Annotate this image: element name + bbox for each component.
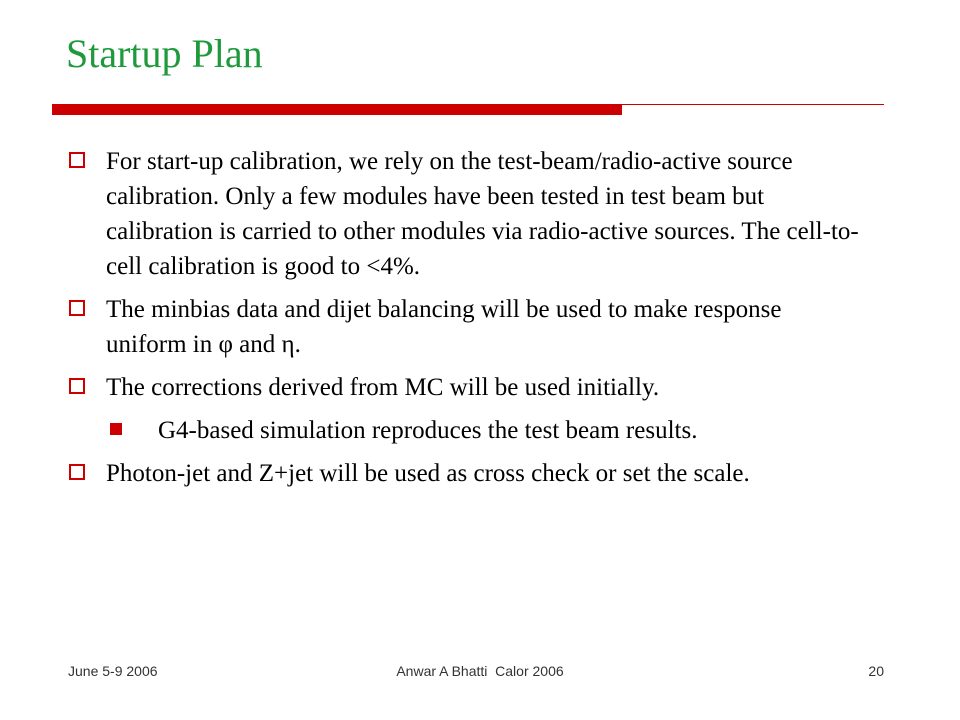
sub-bullet-item — [110, 413, 868, 448]
hollow-square-bullet-icon — [69, 152, 85, 168]
bullet-item — [68, 456, 868, 491]
slide-title: Startup Plan — [66, 31, 263, 76]
footer-author: Anwar A Bhatti Calor 2006 — [396, 663, 564, 679]
bullet-text: The corrections derived from MC will be used initially. — [106, 374, 660, 401]
footer-date: June 5-9 2006 — [68, 663, 158, 679]
hollow-square-bullet-icon — [69, 300, 85, 316]
sub-bullet-text: G4-based simulation reproduces the test beam results. — [158, 417, 698, 444]
bullet-item — [68, 370, 868, 405]
bullet-text: Photon-jet and Z+jet will be used as cross check or set the scale. — [106, 460, 750, 487]
bullet-item — [68, 292, 868, 362]
hollow-square-bullet-icon — [69, 378, 85, 394]
filled-square-bullet-icon — [110, 423, 122, 435]
footer-page-number: 20 — [868, 663, 884, 679]
bullet-text: For start-up calibration, we rely on the test-beam/radio-active source calibration. Only a few modules have been tested in test beam but calibration is carried to other modules via radio-active sources. The cell-to-cell calibration is good to <4%. — [106, 148, 859, 280]
bullet-item — [68, 144, 868, 284]
slide-body — [68, 144, 868, 499]
title-underline-thick — [52, 104, 622, 115]
hollow-square-bullet-icon — [69, 464, 85, 480]
bullet-text: The minbias data and dijet balancing will be used to make response uniform in φ and η. — [106, 296, 782, 358]
title-underline-thin — [622, 104, 884, 105]
